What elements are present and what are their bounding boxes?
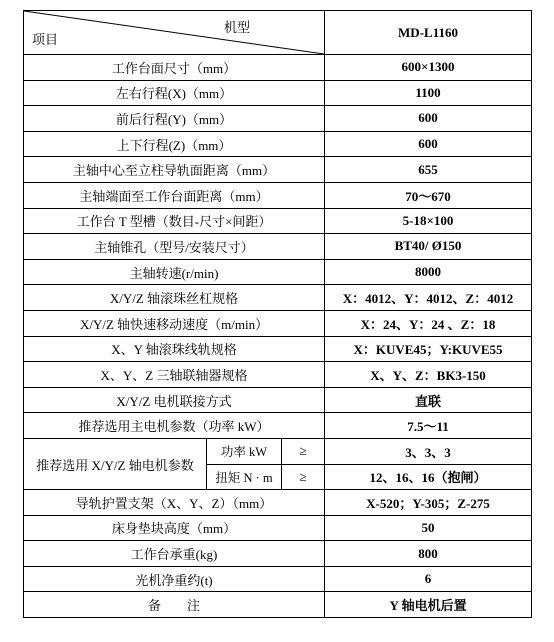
table-row [24, 208, 532, 234]
motor-power-value: 3、3、3 [325, 438, 532, 464]
table-row [24, 310, 532, 336]
motor-torque-label: 扭矩 N · m [207, 464, 282, 490]
table-row [24, 362, 532, 388]
table-row [24, 515, 532, 541]
row-value: 1100 [325, 80, 532, 106]
motor-power-label: 功率 kW [207, 438, 282, 464]
row-label: 主轴端面至工作台面距离（mm） [24, 182, 325, 208]
row-label: 备 注 [24, 592, 325, 618]
table-row [24, 490, 532, 516]
table-row [24, 285, 532, 311]
row-label: 工作台 T 型槽（数目-尺寸×间距） [24, 208, 325, 234]
spec-table [23, 10, 532, 618]
row-label: X、Y 轴滚珠线轨规格 [24, 336, 325, 362]
table-row [24, 413, 532, 439]
row-value: 800 [325, 541, 532, 567]
row-value: 600 [325, 131, 532, 157]
table-row [24, 541, 532, 567]
row-label: 床身垫块高度（mm） [24, 515, 325, 541]
row-label: X/Y/Z 电机联接方式 [24, 387, 325, 413]
table-row [24, 157, 532, 183]
row-value: 7.5～11 [325, 413, 532, 439]
table-row [24, 234, 532, 260]
row-label: 导轨护置支架（X、Y、Z）（mm） [24, 490, 325, 516]
table-row [24, 259, 532, 285]
table-row [24, 106, 532, 132]
row-value: X：24、Y：24 、Z：18 [325, 310, 532, 336]
row-label: 工作台面尺寸（mm） [24, 55, 325, 81]
table-row [24, 566, 532, 592]
row-value: 600×1300 [325, 55, 532, 81]
row-label: 前后行程(Y)（mm） [24, 106, 325, 132]
table-row [24, 438, 532, 464]
header-corner-cell [24, 11, 325, 55]
table-row [24, 592, 532, 618]
row-value: Y 轴电机后置 [325, 592, 532, 618]
row-value: 655 [325, 157, 532, 183]
row-label: 上下行程(Z)（mm） [24, 131, 325, 157]
table-row [24, 182, 532, 208]
table-row [24, 336, 532, 362]
header-item-label: 项目 [32, 32, 59, 47]
motor-label: 推荐选用 X/Y/Z 轴电机参数 [24, 438, 207, 489]
row-value: 5-18×100 [325, 208, 532, 234]
table-row [24, 80, 532, 106]
header-row [24, 11, 532, 55]
table-row [24, 131, 532, 157]
row-value: 6 [325, 566, 532, 592]
diagonal-line [24, 11, 324, 54]
row-label: X/Y/Z 轴快速移动速度（m/min） [24, 310, 325, 336]
row-value: 50 [325, 515, 532, 541]
row-value: X：KUVE45；Y:KUVE55 [325, 336, 532, 362]
row-label: X/Y/Z 轴滚珠丝杠规格 [24, 285, 325, 311]
row-label: 主轴转速(r/min) [24, 259, 325, 285]
motor-torque-value: 12、16、16（抱闸） [325, 464, 532, 490]
header-model-value: MD-L1160 [325, 11, 532, 55]
row-value: 直联 [325, 387, 532, 413]
row-value: 8000 [325, 259, 532, 285]
row-label: 光机净重约(t) [24, 566, 325, 592]
row-label: 推荐选用主电机参数（功率 kW） [24, 413, 325, 439]
table-row [24, 387, 532, 413]
row-label: 工作台承重(kg) [24, 541, 325, 567]
row-label: 主轴中心至立柱导轨面距离（mm） [24, 157, 325, 183]
row-value: X：4012、Y：4012、Z：4012 [325, 285, 532, 311]
row-value: 70～670 [325, 182, 532, 208]
row-label: 左右行程(X)（mm） [24, 80, 325, 106]
row-value: X-520；Y-305；Z-275 [325, 490, 532, 516]
motor-power-symbol: ≥ [282, 438, 325, 464]
row-label: 主轴锥孔（型号/安装尺寸） [24, 234, 325, 260]
motor-torque-symbol: ≥ [282, 464, 325, 490]
row-value: BT40/ Ø150 [325, 234, 532, 260]
row-value: 600 [325, 106, 532, 132]
row-label: X、Y、Z 三轴联轴器规格 [24, 362, 325, 388]
table-row [24, 55, 532, 81]
row-value: X、Y、Z：BK3-150 [325, 362, 532, 388]
header-model-label: 机型 [224, 20, 251, 35]
